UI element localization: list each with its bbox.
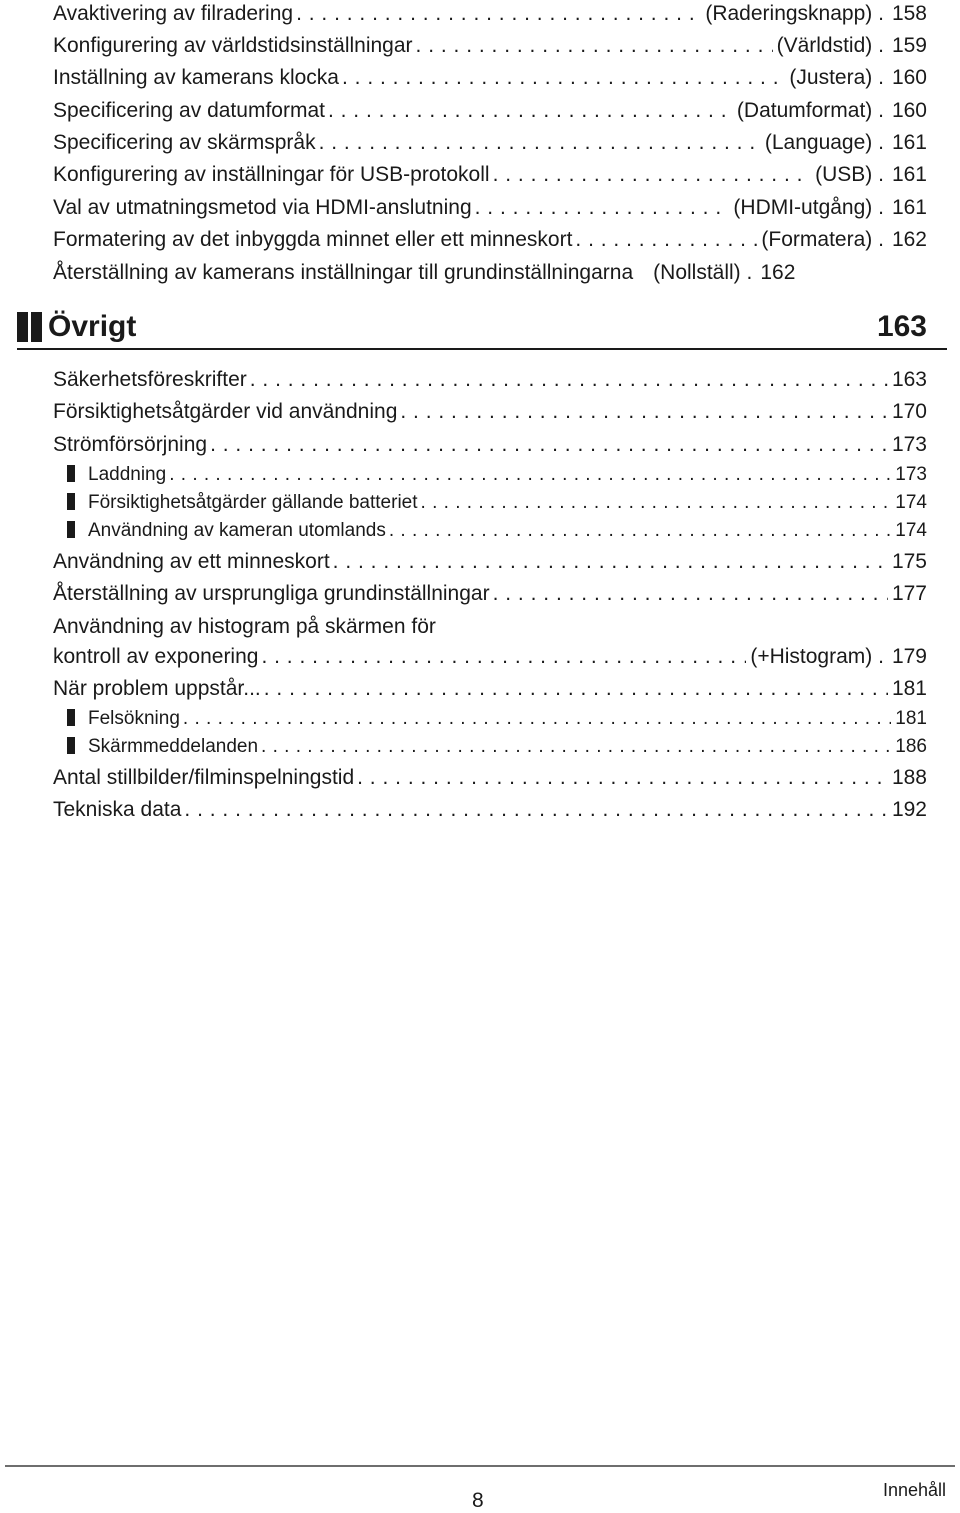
toc-entry[interactable]: Konfigurering av världstidsinställningar . . . (Världstid) . 159 [53, 32, 927, 60]
dot-leader [250, 366, 888, 394]
footer-divider [5, 1465, 955, 1467]
section-header[interactable] [17, 308, 947, 350]
dot-leader [261, 734, 891, 760]
toc-subentry[interactable] [67, 734, 927, 760]
entry-label: Säkerhetsföreskrifter [53, 368, 247, 391]
entry-page: 170 [891, 400, 927, 423]
toc-entry[interactable]: Specificering av skärmspråk . . . (Language) . 161 [53, 129, 927, 157]
toc-subentry[interactable] [67, 462, 927, 488]
entry-page: 158 [891, 2, 927, 25]
entry-label: Användning av ett minneskort [53, 550, 330, 573]
bullet-icon [67, 465, 75, 482]
toc-entry[interactable] [53, 675, 927, 703]
entry-label: Användning av histogram på skärmen för [53, 615, 436, 638]
section-title: Övrigt [48, 310, 137, 343]
entry-reference: (+Histogram) [750, 645, 873, 668]
dot-leader [389, 518, 891, 544]
entry-page: 181 [891, 677, 927, 700]
dot-leader [169, 462, 891, 488]
dot-leader [493, 580, 888, 608]
toc-entry[interactable]: Konfigurering av inställningar för USB-protokoll . . . (USB) . 161 [53, 161, 927, 189]
footer-page-number: 8 [472, 1489, 484, 1512]
entry-label: Felsökning [88, 708, 180, 729]
toc-entry[interactable]: kontroll av exponering . . . (+Histogram) . 179 [53, 643, 927, 671]
entry-label: Tekniska data [53, 798, 182, 821]
entry-label: Användning av kameran utomlands [88, 520, 386, 541]
toc-entry[interactable]: Formatering av det inbyggda minnet eller ett minneskort . . . (Formatera) . 162 [53, 226, 927, 254]
entry-reference: (USB) [815, 163, 873, 186]
entry-reference: (Världstid) [776, 34, 873, 57]
entry-reference: (Justera) [789, 66, 873, 89]
toc-entry-line1[interactable] [53, 613, 927, 641]
entry-page: 162 [891, 228, 927, 251]
toc-entry[interactable] [53, 764, 927, 792]
dot-leader [475, 194, 730, 222]
dot-leader [319, 129, 761, 157]
dot-leader [357, 764, 888, 792]
entry-label: Skärmmeddelanden [88, 736, 259, 757]
toc-entry[interactable]: Inställning av kamerans klocka . . . (Justera) . 160 [53, 64, 927, 92]
bullet-icon [67, 709, 75, 726]
entry-label: Konfigurering av inställningar för USB-protokoll [53, 163, 490, 186]
entry-reference: (Nollställ) [653, 261, 741, 284]
entry-page: 159 [891, 34, 927, 57]
footer-contents-link[interactable]: Innehåll [882, 1480, 946, 1500]
dot-leader [296, 0, 701, 28]
toc-entry[interactable] [53, 398, 927, 426]
toc-subentry[interactable] [67, 490, 927, 516]
dot-leader [333, 548, 888, 576]
dot-leader [493, 161, 812, 189]
entry-reference: (Datumformat) [736, 99, 873, 122]
entry-reference: (HDMI-utgång) [733, 196, 873, 219]
entry-page: 179 [891, 645, 927, 668]
entry-page: 174 [895, 520, 927, 541]
bullet-icon [67, 737, 75, 754]
entry-page: 188 [891, 766, 927, 789]
entry-page: 174 [895, 492, 927, 513]
entry-page: 162 [760, 261, 796, 284]
entry-page: 181 [895, 708, 927, 729]
entry-label: Specificering av skärmspråk [53, 131, 316, 154]
entry-label: Konfigurering av världstidsinställningar [53, 34, 413, 57]
entry-page: 161 [891, 131, 927, 154]
toc-entry[interactable] [53, 548, 927, 576]
entry-reference: (Language) [764, 131, 873, 154]
dot-leader [184, 796, 888, 824]
toc-entry[interactable]: Avaktivering av filradering . . . (Raderingsknapp) . 158 [53, 0, 927, 28]
dot-leader [342, 64, 785, 92]
entry-label: När problem uppstår... [53, 677, 261, 700]
entry-label: Formatering av det inbyggda minnet eller ett minneskort [53, 228, 573, 251]
toc-entry[interactable] [53, 580, 927, 608]
entry-page: 173 [891, 433, 927, 456]
toc-entry[interactable] [53, 796, 927, 824]
dot-leader [328, 97, 733, 125]
entry-page: 186 [895, 736, 927, 757]
entry-reference: (Formatera) [761, 228, 873, 251]
section-page: 163 [876, 310, 927, 343]
entry-page: 160 [891, 99, 927, 122]
entry-page: 175 [891, 550, 927, 573]
entry-reference: (Raderingsknapp) [705, 2, 873, 25]
bullet-icon [67, 493, 75, 510]
entry-page: 161 [891, 196, 927, 219]
section-marker-icon [17, 312, 45, 347]
entry-label: Återställning av ursprungliga grundinställningar [53, 582, 490, 605]
entry-label: Val av utmatningsmetod via HDMI-anslutning [53, 196, 472, 219]
entry-label: kontroll av exponering [53, 645, 259, 668]
dot-leader [575, 226, 757, 254]
bullet-icon [67, 521, 75, 538]
toc-entry[interactable] [53, 366, 927, 394]
entry-label: Försiktighetsåtgärder gällande batteriet [88, 492, 418, 513]
toc-entry[interactable]: Återställning av kamerans inställningar till grundinställningarna (Nollställ) . 162 [53, 259, 927, 287]
entry-page: 163 [891, 368, 927, 391]
toc-subentry[interactable] [67, 706, 927, 732]
entry-page: 192 [891, 798, 927, 821]
toc-entry[interactable] [53, 431, 927, 459]
dot-leader [210, 431, 888, 459]
entry-label: Antal stillbilder/filminspelningstid [53, 766, 355, 789]
entry-label: Återställning av kamerans inställningar till grundinställningarna [53, 261, 634, 284]
entry-label: Avaktivering av filradering [53, 2, 294, 25]
entry-label: Strömförsörjning [53, 433, 208, 456]
toc-subentry[interactable] [67, 518, 927, 544]
dot-leader [421, 490, 892, 516]
dot-leader [416, 32, 773, 60]
entry-page: 173 [895, 464, 927, 485]
dot-leader [264, 675, 888, 703]
entry-label: Specificering av datumformat [53, 99, 325, 122]
dot-leader [261, 643, 746, 671]
dot-leader [183, 706, 891, 732]
entry-label: Inställning av kamerans klocka [53, 66, 339, 89]
entry-page: 177 [891, 582, 927, 605]
entry-label: Försiktighetsåtgärder vid användning [53, 400, 398, 423]
entry-page: 161 [891, 163, 927, 186]
dot-leader [400, 398, 888, 426]
entry-page: 160 [891, 66, 927, 89]
entry-label: Laddning [88, 464, 167, 485]
toc-entry[interactable]: Specificering av datumformat . . . (Datumformat) . 160 [53, 97, 927, 125]
toc-entry[interactable]: Val av utmatningsmetod via HDMI-anslutning . . . (HDMI-utgång) . 161 [53, 194, 927, 222]
